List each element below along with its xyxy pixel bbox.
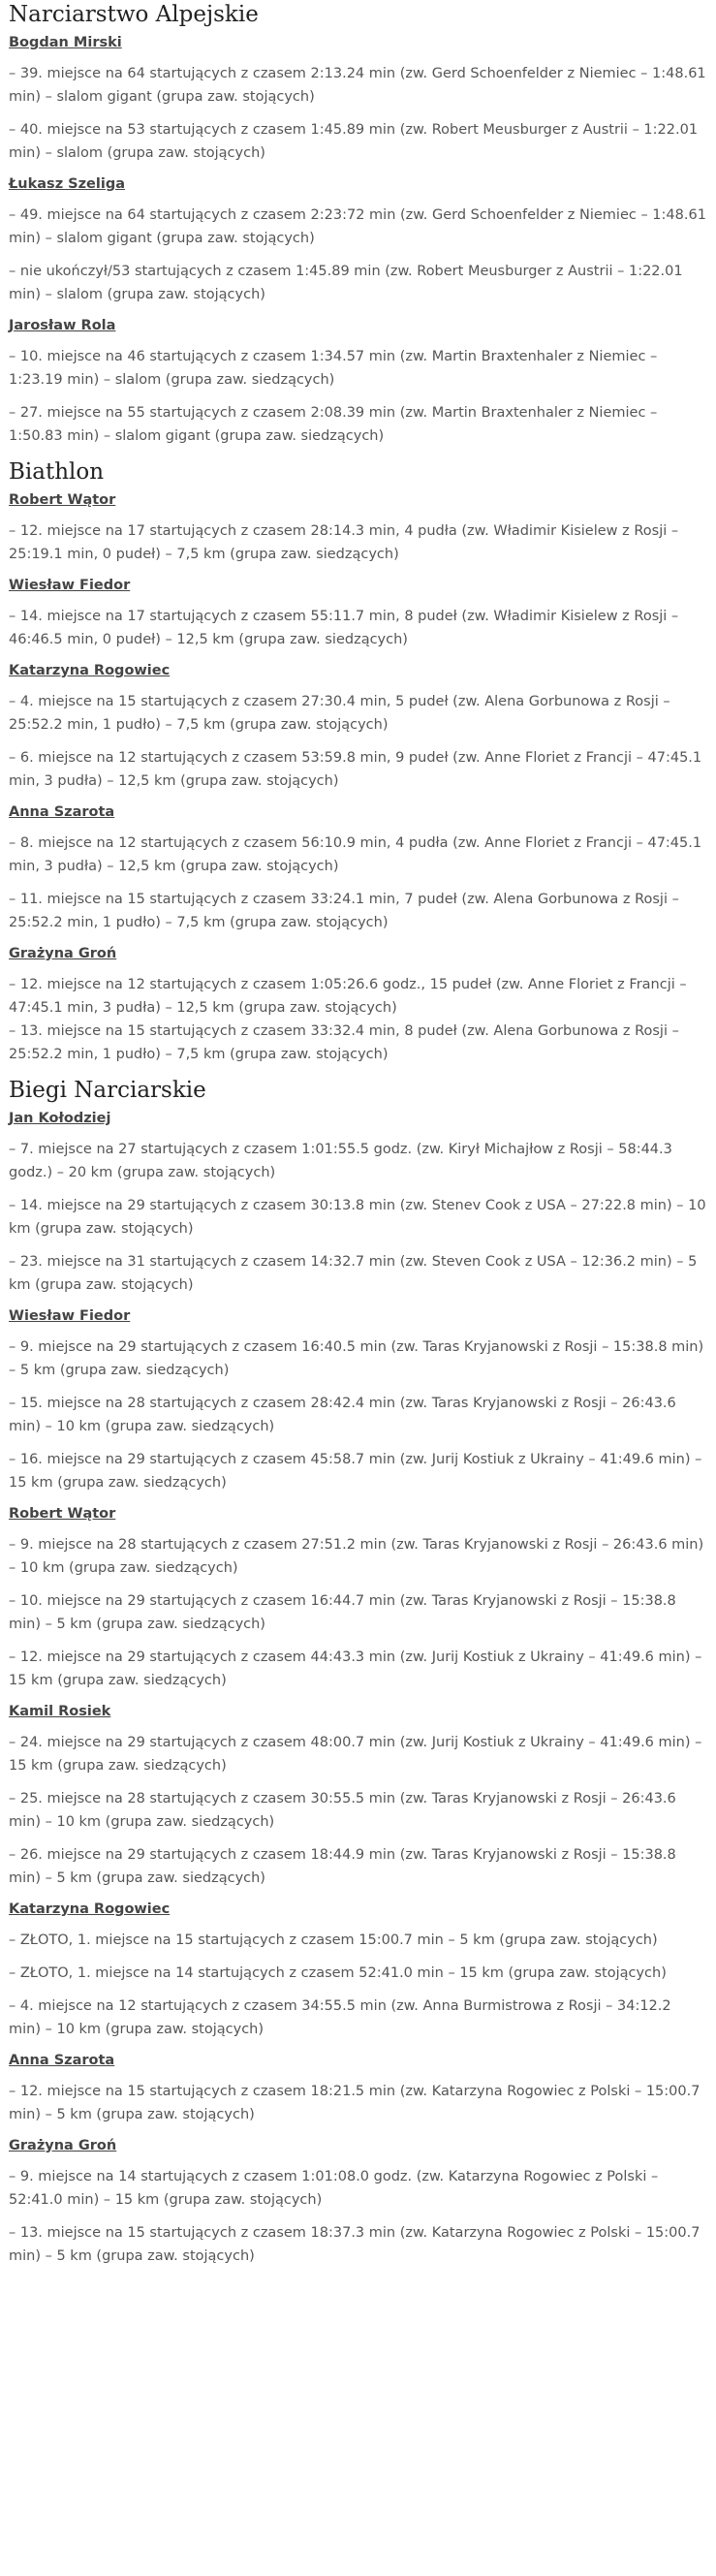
result-entry: – 8. miejsce na 12 startujących z czasem 56:10.9 min, 4 pudła (zw. Anne Floriet z Francji – 47:45.1 min, 3 pudła) – 12,5 km (grupa zaw. stojących): [9, 835, 702, 874]
result-entry: – 12. miejsce na 15 startujących z czasem 18:21.5 min (zw. Katarzyna Rogowiec z Polski – 15:00.7 min) – 5 km (grupa zaw. stojących): [9, 2084, 700, 2122]
result-entry: – 27. miejsce na 55 startujących z czasem 2:08.39 min (zw. Martin Braxtenhaler z Niemiec – 1:50.83 min) – slalom gigant (grupa zaw. siedzących): [9, 405, 658, 444]
result-entry: – 39. miejsce na 64 startujących z czasem 2:13.24 min (zw. Gerd Schoenfelder z Niemiec – 1:48.61 min) – slalom gigant (grupa zaw. stojących): [9, 66, 706, 105]
result-entry: – ZŁOTO, 1. miejsce na 14 startujących z czasem 52:41.0 min – 15 km (grupa zaw. stojących): [9, 1965, 667, 1981]
result-entry: – 25. miejsce na 28 startujących z czasem 30:55.5 min (zw. Taras Kryjanowski z Rosji – 26:43.6 min) – 10 km (grupa zaw. siedzących): [9, 1791, 676, 1830]
result-entry: – 12. miejsce na 12 startujących z czasem 1:05:26.6 godz., 15 pudeł (zw. Anne Floriet z Francji – 47:45.1 min, 3 pudła) – 12,5 km (grupa zaw. stojących): [9, 977, 687, 1016]
athlete-name-link[interactable]: Wiesław Fiedor: [9, 578, 131, 593]
result-entry: – 13. miejsce na 15 startujących z czasem 33:32.4 min, 8 pudeł (zw. Alena Gorbunowa z Rosji – 25:52.2 min, 1 pudło) – 7,5 km (grupa zaw. stojących): [9, 1023, 679, 1062]
result-entry: – 15. miejsce na 28 startujących z czasem 28:42.4 min (zw. Taras Kryjanowski z Rosji – 26:43.6 min) – 10 km (grupa zaw. siedzących): [9, 1396, 676, 1434]
result-entry: – ZŁOTO, 1. miejsce na 15 startujących z czasem 15:00.7 min – 5 km (grupa zaw. stojących): [9, 1932, 658, 1948]
athlete-name-link[interactable]: Anna Szarota: [9, 804, 115, 820]
athlete-name-link[interactable]: Bogdan Mirski: [9, 35, 122, 50]
result-entry: – 10. miejsce na 29 startujących z czasem 16:44.7 min (zw. Taras Kryjanowski z Rosji – 15:38.8 min) – 5 km (grupa zaw. siedzących): [9, 1593, 676, 1632]
athlete-name-link[interactable]: Robert Wątor: [9, 1506, 116, 1522]
result-entry: – 26. miejsce na 29 startujących z czasem 18:44.9 min (zw. Taras Kryjanowski z Rosji – 15:38.8 min) – 5 km (grupa zaw. siedzących): [9, 1847, 676, 1886]
athlete-name-link[interactable]: Wiesław Fiedor: [9, 1308, 131, 1324]
athlete-name-link[interactable]: Grażyna Groń: [9, 946, 117, 961]
result-entry: – 49. miejsce na 64 startujących z czasem 2:23:72 min (zw. Gerd Schoenfelder z Niemiec – 1:48.61 min) – slalom gigant (grupa zaw. stojących): [9, 207, 706, 246]
athlete-name-link[interactable]: Katarzyna Rogowiec: [9, 663, 171, 678]
result-entry: – 40. miejsce na 53 startujących z czasem 1:45.89 min (zw. Robert Meusburger z Austrii – 1:22.01 min) – slalom (grupa zaw. stojących): [9, 122, 699, 161]
section-title: Biegi Narciarskie: [9, 1078, 206, 1103]
section-title: Biathlon: [9, 459, 105, 485]
section-title: Narciarstwo Alpejskie: [9, 2, 259, 27]
result-entry: – 10. miejsce na 46 startujących z czasem 1:34.57 min (zw. Martin Braxtenhaler z Niemiec – 1:23.19 min) – slalom (grupa zaw. siedzących): [9, 349, 658, 388]
athlete-name-link[interactable]: Robert Wątor: [9, 492, 116, 508]
result-entry: – 6. miejsce na 12 startujących z czasem 53:59.8 min, 9 pudeł (zw. Anne Floriet z Francji – 47:45.1 min, 3 pudła) – 12,5 km (grupa zaw. stojących): [9, 750, 702, 789]
result-entry: – 9. miejsce na 28 startujących z czasem 27:51.2 min (zw. Taras Kryjanowski z Rosji – 26:43.6 min) – 10 km (grupa zaw. siedzących): [9, 1537, 704, 1576]
result-entry: – 14. miejsce na 17 startujących z czasem 55:11.7 min, 8 pudeł (zw. Władimir Kisielew z Rosji – 46:46.5 min, 0 pudeł) – 12,5 km (grupa zaw. siedzących): [9, 609, 679, 647]
result-entry: – 12. miejsce na 29 startujących z czasem 44:43.3 min (zw. Jurij Kostiuk z Ukrainy – 41:49.6 min) – 15 km (grupa zaw. siedzących): [9, 1649, 702, 1688]
athlete-name-link[interactable]: Kamil Rosiek: [9, 1704, 111, 1719]
result-entry: – 11. miejsce na 15 startujących z czasem 33:24.1 min, 7 pudeł (zw. Alena Gorbunowa z Rosji – 25:52.2 min, 1 pudło) – 7,5 km (grupa zaw. stojących): [9, 892, 679, 930]
athlete-name-link[interactable]: Grażyna Groń: [9, 2138, 117, 2153]
athlete-name-link[interactable]: Katarzyna Rogowiec: [9, 1901, 171, 1917]
result-entry: – 12. miejsce na 17 startujących z czasem 28:14.3 min, 4 pudła (zw. Władimir Kisielew z Rosji – 25:19.1 min, 0 pudeł) – 7,5 km (grupa zaw. siedzących): [9, 523, 679, 562]
result-entry: – 4. miejsce na 12 startujących z czasem 34:55.5 min (zw. Anna Burmistrowa z Rosji – 34:12.2 min) – 10 km (grupa zaw. stojących): [9, 1998, 671, 2037]
result-entry: – 9. miejsce na 14 startujących z czasem 1:01:08.0 godz. (zw. Katarzyna Rogowiec z Polski – 52:41.0 min) – 15 km (grupa zaw. stojących): [9, 2169, 659, 2208]
result-entry: – 9. miejsce na 29 startujących z czasem 16:40.5 min (zw. Taras Kryjanowski z Rosji – 15:38.8 min) – 5 km (grupa zaw. siedzących): [9, 1339, 704, 1378]
result-entry: – 13. miejsce na 15 startujących z czasem 18:37.3 min (zw. Katarzyna Rogowiec z Polski – 15:00.7 min) – 5 km (grupa zaw. stojących): [9, 2225, 700, 2264]
result-entry: – nie ukończył/53 startujących z czasem 1:45.89 min (zw. Robert Meusburger z Austrii – 1:22.01 min) – slalom (grupa zaw. stojących): [9, 264, 683, 302]
athlete-name-link[interactable]: Anna Szarota: [9, 2053, 115, 2068]
result-entry: – 16. miejsce na 29 startujących z czasem 45:58.7 min (zw. Jurij Kostiuk z Ukrainy – 41:49.6 min) – 15 km (grupa zaw. siedzących): [9, 1452, 702, 1491]
athlete-name-link[interactable]: Jarosław Rola: [9, 318, 116, 333]
result-entry: – 7. miejsce na 27 startujących z czasem 1:01:55.5 godz. (zw. Kirył Michajłow z Rosji – 58:44.3 godz.) – 20 km (grupa zaw. stojących): [9, 1142, 672, 1180]
athlete-name-link[interactable]: Jan Kołodziej: [9, 1111, 111, 1126]
athlete-name-link[interactable]: Łukasz Szeliga: [9, 176, 126, 192]
result-entry: – 14. miejsce na 29 startujących z czasem 30:13.8 min (zw. Stenev Cook z USA – 27:22.8 min) – 10 km (grupa zaw. stojących): [9, 1198, 706, 1237]
result-entry: – 24. miejsce na 29 startujących z czasem 48:00.7 min (zw. Jurij Kostiuk z Ukrainy – 41:49.6 min) – 15 km (grupa zaw. siedzących): [9, 1735, 702, 1774]
result-entry: – 4. miejsce na 15 startujących z czasem 27:30.4 min, 5 pudeł (zw. Alena Gorbunowa z Rosji – 25:52.2 min, 1 pudło) – 7,5 km (grupa zaw. stojących): [9, 694, 670, 733]
result-entry: – 23. miejsce na 31 startujących z czasem 14:32.7 min (zw. Steven Cook z USA – 12:36.2 min) – 5 km (grupa zaw. stojących): [9, 1254, 698, 1293]
